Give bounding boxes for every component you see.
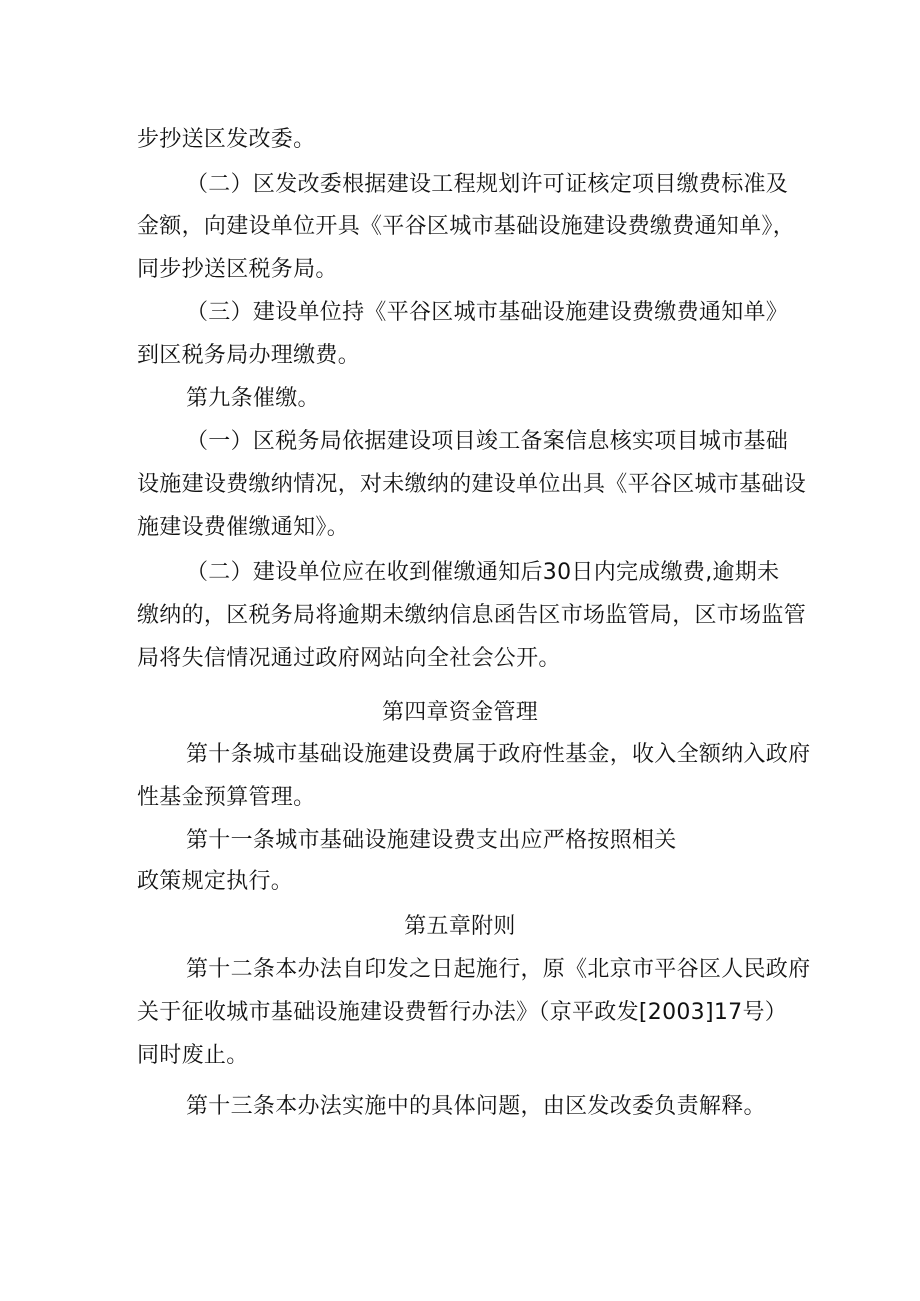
- paragraph-line: 局将失信情况通过政府网站向全社会公开。: [137, 646, 561, 671]
- chapter-heading: 第五章附则: [404, 914, 516, 939]
- article-heading: 第九条催缴。: [186, 386, 320, 411]
- paragraph-line: 第十二条本办法自印发之日起施行，原《北京市平谷区人民政府: [186, 957, 811, 982]
- paragraph-line: 第十一条城市基础设施建设费支出应严格按照相关: [186, 828, 677, 853]
- paragraph-line: 金额，向建设单位开具《平谷区城市基础设施建设费缴费通知单》，: [137, 214, 796, 239]
- paragraph-line: （二）区发改委根据建设工程规划许可证核定项目缴费标准及: [186, 172, 789, 197]
- chapter-heading: 第四章资金管理: [381, 700, 539, 725]
- paragraph-line: （三）建设单位持《平谷区城市基础设施建设费缴费通知单》: [186, 300, 789, 325]
- paragraph-line: 政策规定执行。: [137, 869, 294, 894]
- paragraph-line: 施建设费催缴通知》。: [137, 515, 350, 540]
- paragraph-line: 关于征收城市基础设施建设费暂行办法》（京平政发[2003]17号）: [137, 1000, 788, 1025]
- paragraph-line: 同步抄送区税务局。: [137, 257, 338, 282]
- paragraph-line: 到区税务局办理缴费。: [137, 343, 361, 368]
- paragraph-line: 第十条城市基础设施建设费属于政府性基金，收入全额纳入政府: [186, 742, 811, 767]
- paragraph-line: 设施建设费缴纳情况，对未缴纳的建设单位出具《平谷区城市基础设: [137, 472, 807, 497]
- paragraph-line: （二）建设单位应在收到催缴通知后30日内完成缴费,逾期未: [186, 560, 780, 585]
- paragraph-line: 同时废止。: [137, 1043, 249, 1068]
- paragraph-line: 缴纳的，区税务局将逾期未缴纳信息函告区市场监管局，区市场监管: [137, 603, 807, 628]
- paragraph-line: 第十三条本办法实施中的具体问题，由区发改委负责解释。: [186, 1094, 766, 1119]
- paragraph-line: 性基金预算管理。: [137, 785, 316, 810]
- paragraph-line: （一）区税务局依据建设项目竣工备案信息核实项目城市基础: [186, 429, 789, 454]
- paragraph-line: 步抄送区发改委。: [137, 127, 316, 152]
